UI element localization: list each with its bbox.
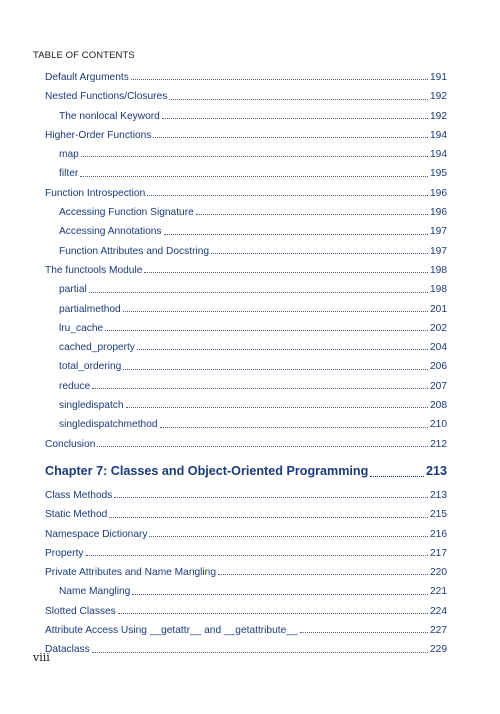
dot-leader xyxy=(196,213,428,215)
toc-entry-title: reduce xyxy=(59,380,91,392)
toc-entry-page: 197 xyxy=(430,226,447,238)
toc-entry[interactable] xyxy=(45,87,447,106)
toc-entry[interactable] xyxy=(45,222,447,241)
toc-entry-title: The nonlocal Keyword xyxy=(59,110,160,122)
toc-entry[interactable] xyxy=(45,338,447,357)
toc-entry[interactable] xyxy=(45,126,447,145)
toc-entry-title: singledispatchmethod xyxy=(59,419,158,431)
toc-entry-title: map xyxy=(59,149,79,161)
toc-entry-page: 192 xyxy=(430,91,447,103)
dot-leader xyxy=(144,271,428,273)
dot-leader xyxy=(126,406,428,408)
toc-entry[interactable] xyxy=(45,602,447,621)
toc-entry-title: Higher-Order Functions xyxy=(45,129,152,141)
toc-entry-title: Class Methods xyxy=(45,489,113,501)
toc-entry-page: 194 xyxy=(430,149,447,161)
toc-entry-title: lru_cache xyxy=(59,322,104,334)
dot-leader xyxy=(169,98,428,100)
toc-entry-page: 195 xyxy=(430,168,447,180)
dot-leader xyxy=(162,117,428,119)
toc-entry[interactable] xyxy=(45,300,447,319)
toc-entry[interactable] xyxy=(45,184,447,203)
dot-leader xyxy=(80,175,428,177)
running-header: TABLE OF CONTENTS xyxy=(33,50,135,61)
toc-entry-page: 207 xyxy=(430,380,447,392)
toc-entry-title: Accessing Annotations xyxy=(59,226,162,238)
toc-entry-title: Static Method xyxy=(45,509,108,521)
toc-entry-page: 208 xyxy=(430,400,447,412)
toc-entry-page: 196 xyxy=(430,207,447,219)
dot-leader xyxy=(131,78,428,80)
dot-leader xyxy=(97,445,428,447)
toc-entry-page: 221 xyxy=(430,586,447,598)
toc-entry-title: Function Introspection xyxy=(45,187,146,199)
dot-leader xyxy=(153,136,428,138)
toc-entry[interactable] xyxy=(45,357,447,376)
dot-leader xyxy=(132,593,428,595)
toc-entry-page: 198 xyxy=(430,264,447,276)
toc-entry-title: total_ordering xyxy=(59,361,122,373)
toc-entry[interactable] xyxy=(45,415,447,434)
toc-entry[interactable] xyxy=(45,435,447,454)
toc-entry-title: Conclusion xyxy=(45,438,96,450)
toc-entry[interactable] xyxy=(45,396,447,415)
toc-entry[interactable] xyxy=(45,621,447,640)
toc-entry-page: 212 xyxy=(430,438,447,450)
toc-entry[interactable] xyxy=(45,525,447,544)
toc-entry-page: 220 xyxy=(430,567,447,579)
toc-entry-page: 210 xyxy=(430,419,447,431)
toc-entry-page: 191 xyxy=(430,72,447,83)
toc-entry-page: 192 xyxy=(430,110,447,122)
toc-entry[interactable] xyxy=(45,261,447,280)
dot-leader xyxy=(118,612,428,614)
toc-entry[interactable] xyxy=(45,107,447,126)
toc-entry-title: filter xyxy=(59,168,79,180)
toc-entry[interactable] xyxy=(45,203,447,222)
toc-entry-page: 196 xyxy=(430,187,447,199)
toc-entry-page: 198 xyxy=(430,284,447,296)
toc-entry-page: 213 xyxy=(425,463,447,478)
toc-entry-page: 224 xyxy=(430,605,447,617)
dot-leader xyxy=(149,535,428,537)
dot-leader xyxy=(164,233,428,235)
toc-entry-page: 204 xyxy=(430,342,447,354)
toc-entry-page: 213 xyxy=(430,489,447,501)
toc-entry-title: singledispatch xyxy=(59,400,124,412)
dot-leader xyxy=(211,252,428,254)
table-of-contents xyxy=(45,68,447,660)
toc-entry-title: Default Arguments xyxy=(45,72,129,83)
toc-entry-title: partial xyxy=(59,284,87,296)
toc-entry-page: 217 xyxy=(430,547,447,559)
dot-leader xyxy=(114,496,428,498)
toc-entry-page: 194 xyxy=(430,129,447,141)
toc-entry[interactable] xyxy=(45,582,447,601)
toc-entry[interactable] xyxy=(45,319,447,338)
dot-leader xyxy=(92,651,428,653)
toc-entry[interactable] xyxy=(45,458,447,484)
toc-entry-page: 197 xyxy=(430,245,447,257)
toc-entry[interactable] xyxy=(45,164,447,183)
toc-entry[interactable] xyxy=(45,280,447,299)
toc-entry-title: Private Attributes and Name Mangling xyxy=(45,567,217,579)
toc-entry[interactable] xyxy=(45,145,447,164)
toc-entry[interactable] xyxy=(45,486,447,505)
toc-entry[interactable] xyxy=(45,640,447,659)
dot-leader xyxy=(86,554,428,556)
dot-leader xyxy=(109,516,428,518)
dot-leader xyxy=(218,573,428,575)
dot-leader xyxy=(123,310,428,312)
dot-leader xyxy=(160,426,428,428)
toc-entry[interactable] xyxy=(45,68,447,87)
toc-entry-title: Slotted Classes xyxy=(45,605,116,617)
toc-entry-title: Function Attributes and Docstring xyxy=(59,245,210,257)
toc-entry[interactable] xyxy=(45,544,447,563)
toc-entry[interactable] xyxy=(45,242,447,261)
toc-entry-title: Property xyxy=(45,547,84,559)
toc-entry-title: Name Mangling xyxy=(59,586,131,598)
toc-entry-page: 227 xyxy=(430,625,447,637)
toc-entry-title: cached_property xyxy=(59,342,135,354)
dot-leader xyxy=(92,387,428,389)
page-number: viii xyxy=(33,651,50,664)
toc-entry-title: Dataclass xyxy=(45,644,90,656)
dot-leader xyxy=(89,291,428,293)
toc-entry-title: The functools Module xyxy=(45,264,143,276)
toc-entry[interactable] xyxy=(45,505,447,524)
dot-leader xyxy=(147,194,428,196)
toc-entry-title: Nested Functions/Closures xyxy=(45,91,168,103)
toc-entry-page: 229 xyxy=(430,644,447,656)
toc-entry-page: 215 xyxy=(430,509,447,521)
toc-entry-page: 201 xyxy=(430,303,447,315)
toc-entry-title: Accessing Function Signature xyxy=(59,207,194,219)
dot-leader xyxy=(370,475,424,477)
toc-entry-title: Namespace Dictionary xyxy=(45,528,148,540)
toc-entry[interactable] xyxy=(45,377,447,396)
dot-leader xyxy=(300,631,428,633)
toc-entry-page: 202 xyxy=(430,322,447,334)
dot-leader xyxy=(137,348,428,350)
dot-leader xyxy=(123,368,428,370)
toc-entry-title: partialmethod xyxy=(59,303,121,315)
toc-entry-title: Chapter 7: Classes and Object-Oriented Programming xyxy=(45,463,369,478)
toc-entry-page: 216 xyxy=(430,528,447,540)
dot-leader xyxy=(81,155,428,157)
toc-entry[interactable] xyxy=(45,563,447,582)
dot-leader xyxy=(105,329,428,331)
toc-entry-page: 206 xyxy=(430,361,447,373)
toc-entry-title: Attribute Access Using __getattr__ and __getattribute__ xyxy=(45,625,298,637)
